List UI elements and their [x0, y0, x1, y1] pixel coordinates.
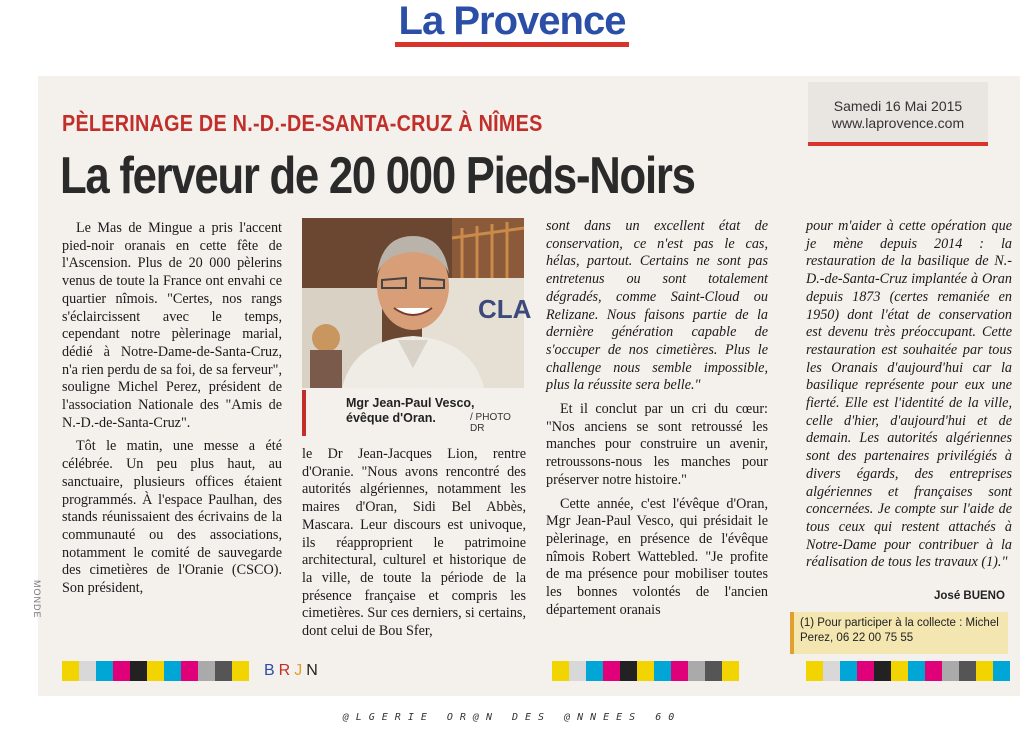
- paragraph: le Dr Jean-Jacques Lion, rentre d'Oranie. "Nous avons rencontré des autorités algériennes, notamment les maires d'Oran, Sidi Bel Abbès, Mascara. Leur discours est univoque, ils réapproprient le patrimoine architectural, culturel et historique de la ville, de toute la période de la présence française et compris les cimetières. Sur ces derniers, si certains, dont celui de Bou Sfer,: [302, 446, 526, 640]
- caption-line-2: évêque d'Oran.: [346, 411, 436, 425]
- masthead: [0, 0, 1024, 74]
- photo-caption: [302, 390, 528, 436]
- article-headline: La ferveur de 20 000 Pieds-Noirs: [60, 147, 695, 205]
- caption-line-1: Mgr Jean-Paul Vesco,: [346, 396, 475, 410]
- paragraph: Cette année, c'est l'évêque d'Oran, Mgr Jean-Paul Vesco, qui présidait le pèlerinage, en présence de l'évêque nîmois Robert Wattebled. "Je profite de ma présence pour mobiliser toutes les bonnes volontés de l'ancien département oranais: [546, 495, 768, 618]
- date-box: [808, 82, 988, 146]
- article-column-4: [806, 218, 1012, 578]
- paragraph: Tôt le matin, une messe a été célébrée. Un peu plus haut, au sanctuaire, plusieurs offices étaient programmés. À l'espace Paulhan, des stands réunissaient des écrivains de la communauté ou des associations, notamment le comité de sauvegarde des cimetières de l'Oranie (CSCO). Son président,: [62, 438, 282, 597]
- photo-credit: / PHOTO DR: [470, 412, 511, 434]
- paragraph: sont dans un excellent état de conservation, ce n'est pas le cas, hélas, partout. Certains ne sont pas entretenus ou sont totalement dégradés, comme Saint-Cloud ou Relizane. Nous faisons partie de la dernière génération capable de s'occuper de nos cimetières. Plus le challenge nous semble impossible, plus la réussite sera belle.": [546, 218, 768, 394]
- article-kicker: PÈLERINAGE DE N.-D.-DE-SANTA-CRUZ À NÎMES: [62, 110, 543, 136]
- article-column-2: [302, 446, 526, 647]
- website-url: www.laprovence.com: [831, 115, 965, 131]
- publication-date: Samedi 16 Mai 2015: [833, 98, 963, 114]
- color-bar-middle: [552, 661, 739, 681]
- article-column-1: [62, 220, 282, 604]
- vertical-margin-text: MONDE: [32, 580, 42, 619]
- newspaper-logo: La Provence: [395, 2, 630, 47]
- author-signature: José BUENO: [934, 590, 1005, 602]
- color-bar-right: [806, 661, 1010, 681]
- paragraph: Et il conclut par un cri du cœur: "Nos anciens se sont retroussé les manches pour construire un avenir, retroussons-nous les manches pour préserver notre histoire.": [546, 401, 768, 488]
- portrait-illustration: [302, 218, 532, 388]
- paragraph: pour m'aider à cette opération que je mène depuis 2014 : la restauration de la basilique de N.-D.-de-Santa-Cruz implantée à Oran depuis 1873 (certes remaniée en 1950) dont l'état de conservation est devenu très préoccupant. Cette restauration est souhaitée par tous les Oranais d'aujourd'hui car la basilique représente pour eux une fierté. Elle est l'identité de la ville, celle d'hier, d'aujourd'hui et de demain. Les autorités algériennes sont des partenaires privilégiés à divers égards, des entreprises algériennes et françaises sont concernées. Je compte sur l'aide de tous ceux qui restent attachés à Notre-Dame pour contribuer à la réalisation de tous les travaux (1).": [806, 218, 1012, 571]
- banner-text: CLA: [478, 294, 532, 324]
- footnote-box: (1) Pour participer à la collecte : Michel Perez, 06 22 00 75 55: [790, 612, 1008, 654]
- bishop-photo: [302, 218, 532, 388]
- printer-mark: BRJN: [264, 662, 322, 679]
- watermark: @LGERIE OR@N DES @NNEES 60: [342, 712, 682, 723]
- caption-text: [346, 396, 475, 426]
- article-column-3: [546, 218, 768, 625]
- paragraph: Le Mas de Mingue a pris l'accent pied-noir oranais en cette fête de l'Ascension. Plus de 20 000 pèlerins venus de toute la France ont envahi ce quartier nîmois. "Certes, nos rangs s'éclaircissent avec le temps, cependant notre pèlerinage marial, dédié à Notre-Dame-de-Santa-Cruz, n'a rien perdu de sa foi, de sa ferveur", souligne Michel Perez, président de l'association Nationale des "Amis de N.-D.-de-Santa-Cruz".: [62, 220, 282, 431]
- color-bar-left: [62, 661, 249, 681]
